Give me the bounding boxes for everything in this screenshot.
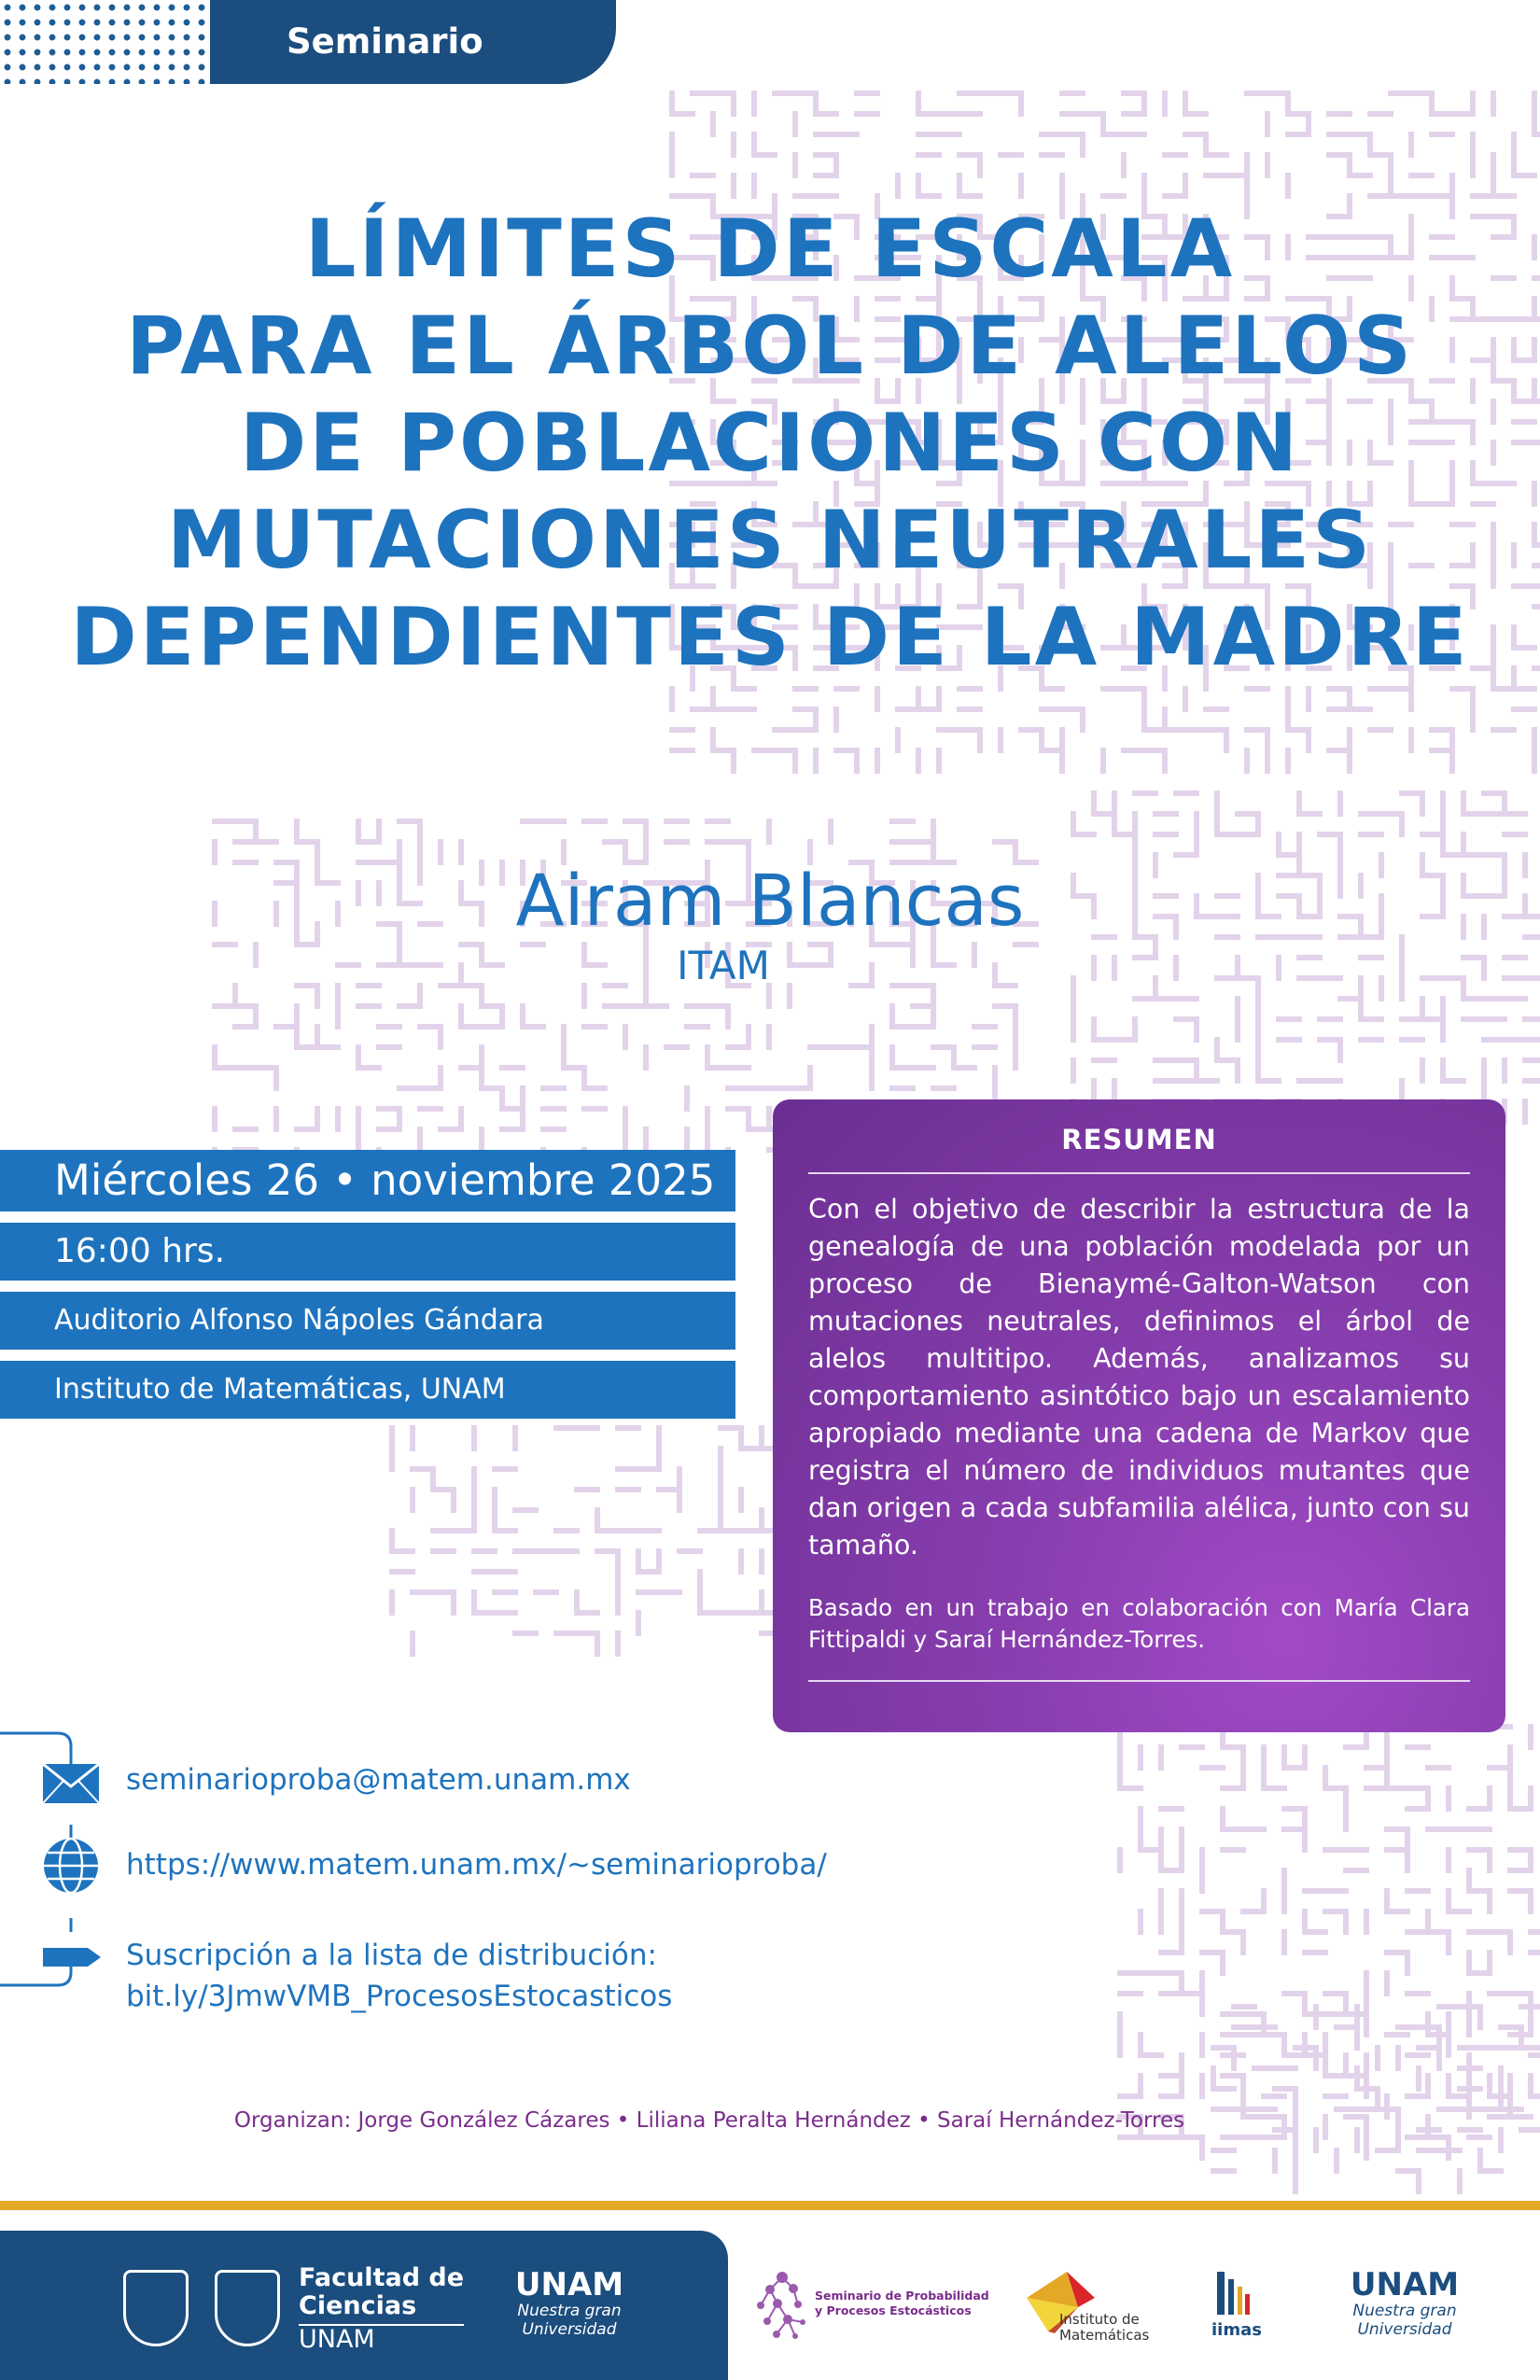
title-line: DEPENDIENTES DE LA MADRE: [70, 591, 1470, 684]
website-link[interactable]: https://www.matem.unam.mx/~seminarioproba/: [126, 1848, 827, 1882]
subscribe-link[interactable]: bit.ly/3JmwVMB_ProcesosEstocasticos: [126, 1980, 673, 2013]
unam-logo-2: [1344, 2268, 1465, 2339]
abstract-body: Con el objetivo de describir la estructura de la genealogía de una población modelada por un proceso de Bienaymé-Galton-Watson con mutaciones neutrales, definimos el árbol de alelos multitipo. Además, analizamos su comportamiento asintótico bajo un escalamiento apropiado mediante una cadena de Markov que registra el número de individuos mutantes que dan origen a cada subfamilia alélica, junto con su tamaño.: [808, 1194, 1470, 1561]
seminar-tree-icon: [747, 2263, 817, 2347]
unam-logo-1: [509, 2268, 630, 2339]
fc-logo-text: [299, 2264, 464, 2354]
iimas-text: iimas: [1211, 2320, 1262, 2340]
seminar-tag: Seminario: [210, 0, 616, 84]
event-date: Miércoles 26 • noviembre 2025: [0, 1150, 735, 1211]
fc-line1: Facultad de: [299, 2263, 465, 2292]
title-line: MUTACIONES NEUTRALES: [166, 494, 1374, 587]
subscribe-label: Suscripción a la lista de distribución:: [126, 1939, 657, 1972]
unam-seal-logo: [123, 2270, 189, 2346]
fc-line2: Ciencias: [299, 2291, 417, 2320]
title-line: LÍMITES DE ESCALA: [304, 203, 1236, 296]
unam2-sub1: Nuestra gran: [1352, 2302, 1457, 2320]
organizers: Organizan: Jorge González Cázares • Liliana Peralta Hernández • Saraí Hernández-Torres: [233, 2108, 1185, 2133]
seminar-logo-line1: Seminario de Probabilidad: [815, 2289, 989, 2303]
fc-seal-logo: [215, 2270, 280, 2346]
unam1-sub2: Universidad: [522, 2320, 617, 2339]
speaker-affiliation: ITAM: [677, 943, 770, 988]
im-logo-line1: Instituto de: [1059, 2311, 1140, 2328]
abstract-card: [773, 1099, 1505, 1732]
dot-pattern: [0, 0, 215, 84]
im-logo-line2: Matemáticas: [1059, 2327, 1150, 2344]
event-institute: Instituto de Matemáticas, UNAM: [0, 1361, 735, 1419]
mail-icon: [41, 1760, 101, 1807]
event-time: 16:00 hrs.: [0, 1223, 735, 1281]
unam2-sub2: Universidad: [1357, 2320, 1452, 2339]
divider: [808, 1680, 1470, 1682]
email-link[interactable]: seminarioproba@matem.unam.mx: [126, 1763, 631, 1797]
globe-icon: [42, 1837, 100, 1895]
unam2-text: UNAM: [1350, 2266, 1460, 2303]
event-room: Auditorio Alfonso Nápoles Gándara: [0, 1292, 735, 1350]
seminar-logo-line2: y Procesos Estocásticos: [815, 2303, 972, 2317]
divider: [808, 1172, 1470, 1174]
im-logo-text: [1059, 2312, 1149, 2344]
fc-line3: UNAM: [299, 2324, 464, 2354]
title-line: DE POBLACIONES CON: [239, 397, 1301, 490]
talk-title: [37, 201, 1503, 686]
abstract-note: Basado en un trabajo en colaboración con María Clara Fittipaldi y Saraí Hernández-Torres.: [808, 1594, 1470, 1653]
title-line: PARA EL ÁRBOL DE ALELOS: [125, 300, 1415, 393]
unam1-text: UNAM: [514, 2266, 624, 2303]
abstract-heading: RESUMEN: [1061, 1124, 1217, 1155]
seminar-logo-text: [815, 2289, 989, 2318]
pointer-icon: [41, 1944, 103, 1970]
speaker-name: Airam Blancas: [515, 859, 1025, 942]
iimas-icon: [1215, 2270, 1253, 2317]
unam1-sub1: Nuestra gran: [517, 2302, 622, 2320]
